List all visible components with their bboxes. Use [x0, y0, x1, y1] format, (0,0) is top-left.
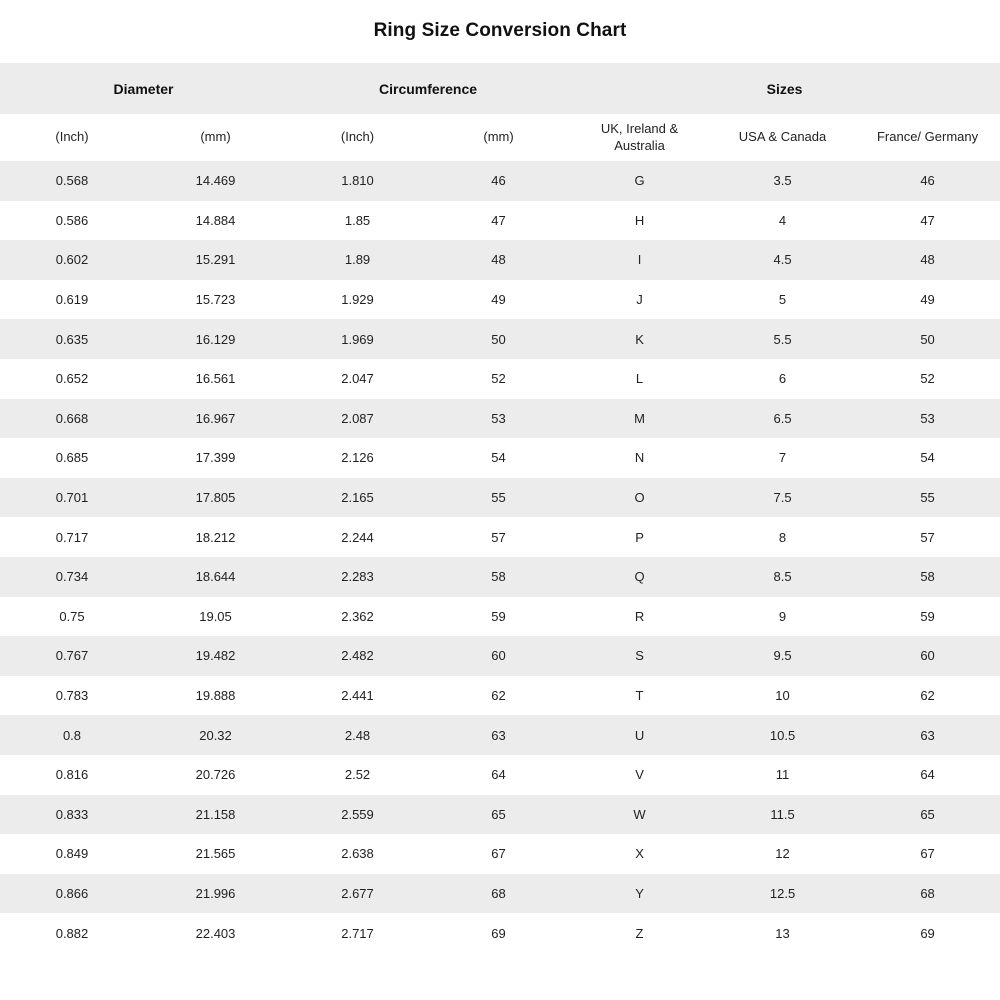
table-cell: 2.717 [287, 913, 428, 953]
table-cell: 63 [855, 715, 1000, 755]
table-row [0, 517, 1000, 557]
table-cell: 21.158 [144, 795, 287, 835]
table-row [0, 240, 1000, 280]
table-cell: 68 [855, 874, 1000, 914]
table-cell: 0.668 [0, 399, 144, 439]
table-cell: 1.929 [287, 280, 428, 320]
table-cell: 16.561 [144, 359, 287, 399]
table-cell: 2.283 [287, 557, 428, 597]
table-cell: 4 [710, 201, 855, 241]
table-cell: 64 [428, 755, 569, 795]
table-cell: 11.5 [710, 795, 855, 835]
table-row [0, 478, 1000, 518]
column-header-circumference-mm: (mm) [428, 114, 569, 161]
table-cell: 11 [710, 755, 855, 795]
table-cell: W [569, 795, 710, 835]
table-cell: 19.05 [144, 597, 287, 637]
table-cell: 48 [428, 240, 569, 280]
table-cell: 65 [855, 795, 1000, 835]
table-cell: 0.586 [0, 201, 144, 241]
table-cell: 0.734 [0, 557, 144, 597]
table-row [0, 834, 1000, 874]
table-cell: 0.568 [0, 161, 144, 201]
table-cell: 12.5 [710, 874, 855, 914]
table-row [0, 755, 1000, 795]
table-cell: 6 [710, 359, 855, 399]
table-cell: 54 [428, 438, 569, 478]
table-head [0, 63, 1000, 161]
table-cell: 55 [428, 478, 569, 518]
table-cell: 2.047 [287, 359, 428, 399]
table-cell: 0.783 [0, 676, 144, 716]
table-cell: 18.644 [144, 557, 287, 597]
sub-header-row [0, 114, 1000, 161]
table-cell: M [569, 399, 710, 439]
table-cell: Z [569, 913, 710, 953]
table-cell: 1.810 [287, 161, 428, 201]
table-cell: 5 [710, 280, 855, 320]
table-cell: 13 [710, 913, 855, 953]
table-cell: 8.5 [710, 557, 855, 597]
table-cell: R [569, 597, 710, 637]
column-header-diameter-mm: (mm) [144, 114, 287, 161]
table-cell: 6.5 [710, 399, 855, 439]
table-cell: 14.884 [144, 201, 287, 241]
table-cell: 54 [855, 438, 1000, 478]
table-cell: 59 [428, 597, 569, 637]
table-cell: V [569, 755, 710, 795]
table-row [0, 874, 1000, 914]
table-cell: 16.967 [144, 399, 287, 439]
table-cell: 10.5 [710, 715, 855, 755]
column-header-circumference-inch: (Inch) [287, 114, 428, 161]
ring-size-conversion-table [0, 63, 1000, 953]
table-cell: Y [569, 874, 710, 914]
table-cell: 15.291 [144, 240, 287, 280]
column-header-uk-ireland-australia: UK, Ireland & Australia [569, 114, 710, 161]
table-cell: 0.717 [0, 517, 144, 557]
table-cell: 2.638 [287, 834, 428, 874]
table-cell: 21.565 [144, 834, 287, 874]
table-cell: Q [569, 557, 710, 597]
table-row [0, 636, 1000, 676]
table-cell: 14.469 [144, 161, 287, 201]
table-cell: 2.165 [287, 478, 428, 518]
table-cell: 12 [710, 834, 855, 874]
table-cell: 2.559 [287, 795, 428, 835]
table-cell: 0.75 [0, 597, 144, 637]
table-cell: 67 [428, 834, 569, 874]
table-cell: 2.087 [287, 399, 428, 439]
table-cell: 50 [855, 319, 1000, 359]
table-cell: 60 [855, 636, 1000, 676]
table-cell: 49 [428, 280, 569, 320]
page-title: Ring Size Conversion Chart [373, 20, 627, 41]
table-cell: 22.403 [144, 913, 287, 953]
table-row [0, 201, 1000, 241]
table-cell: 2.677 [287, 874, 428, 914]
table-cell: 59 [855, 597, 1000, 637]
table-cell: 15.723 [144, 280, 287, 320]
table-cell: 57 [428, 517, 569, 557]
table-cell: T [569, 676, 710, 716]
table-cell: 69 [428, 913, 569, 953]
table-cell: O [569, 478, 710, 518]
group-header-row [0, 63, 1000, 114]
table-cell: 55 [855, 478, 1000, 518]
table-cell: 21.996 [144, 874, 287, 914]
group-header-diameter: Diameter [0, 63, 287, 114]
table-cell: 62 [855, 676, 1000, 716]
table-cell: 47 [855, 201, 1000, 241]
table-cell: 0.619 [0, 280, 144, 320]
group-header-circumference: Circumference [287, 63, 569, 114]
table-row [0, 795, 1000, 835]
table-cell: 52 [855, 359, 1000, 399]
group-header-sizes: Sizes [569, 63, 1000, 114]
table-cell: 0.849 [0, 834, 144, 874]
table-cell: P [569, 517, 710, 557]
table-cell: 52 [428, 359, 569, 399]
table-cell: 57 [855, 517, 1000, 557]
table-cell: 49 [855, 280, 1000, 320]
table-cell: 64 [855, 755, 1000, 795]
table-cell: 50 [428, 319, 569, 359]
table-cell: 10 [710, 676, 855, 716]
table-cell: 17.805 [144, 478, 287, 518]
column-header-usa-canada: USA & Canada [710, 114, 855, 161]
table-row [0, 399, 1000, 439]
table-cell: 67 [855, 834, 1000, 874]
table-cell: 1.85 [287, 201, 428, 241]
table-cell: 0.8 [0, 715, 144, 755]
table-cell: 7 [710, 438, 855, 478]
table-row [0, 913, 1000, 953]
table-cell: 18.212 [144, 517, 287, 557]
table-cell: 16.129 [144, 319, 287, 359]
table-cell: 2.52 [287, 755, 428, 795]
table-row [0, 676, 1000, 716]
table-cell: 58 [428, 557, 569, 597]
table-cell: 2.482 [287, 636, 428, 676]
table-cell: 0.685 [0, 438, 144, 478]
table-cell: 2.244 [287, 517, 428, 557]
table-cell: 65 [428, 795, 569, 835]
table-cell: 0.882 [0, 913, 144, 953]
table-cell: I [569, 240, 710, 280]
table-cell: 9 [710, 597, 855, 637]
table-cell: 0.635 [0, 319, 144, 359]
table-row [0, 597, 1000, 637]
table-cell: 0.767 [0, 636, 144, 676]
table-cell: 0.602 [0, 240, 144, 280]
column-header-diameter-inch: (Inch) [0, 114, 144, 161]
table-cell: X [569, 834, 710, 874]
table-cell: J [569, 280, 710, 320]
table-cell: 9.5 [710, 636, 855, 676]
table-cell: 58 [855, 557, 1000, 597]
table-cell: L [569, 359, 710, 399]
table-row [0, 557, 1000, 597]
table-cell: 0.866 [0, 874, 144, 914]
table-row [0, 438, 1000, 478]
table-cell: 20.726 [144, 755, 287, 795]
table-cell: N [569, 438, 710, 478]
table-cell: 69 [855, 913, 1000, 953]
table-cell: H [569, 201, 710, 241]
table-cell: 46 [428, 161, 569, 201]
table-cell: 4.5 [710, 240, 855, 280]
table-row [0, 715, 1000, 755]
table-cell: 2.362 [287, 597, 428, 637]
table-cell: 2.126 [287, 438, 428, 478]
table-cell: 53 [855, 399, 1000, 439]
table-cell: 19.888 [144, 676, 287, 716]
table-cell: K [569, 319, 710, 359]
table-cell: 8 [710, 517, 855, 557]
table-cell: 68 [428, 874, 569, 914]
table-row [0, 161, 1000, 201]
table-cell: 20.32 [144, 715, 287, 755]
table-cell: 0.833 [0, 795, 144, 835]
column-header-france-germany: France/ Germany [855, 114, 1000, 161]
table-cell: 60 [428, 636, 569, 676]
table-cell: G [569, 161, 710, 201]
table-cell: 0.701 [0, 478, 144, 518]
table-cell: 17.399 [144, 438, 287, 478]
table-cell: U [569, 715, 710, 755]
table-cell: S [569, 636, 710, 676]
table-cell: 1.89 [287, 240, 428, 280]
table-cell: 47 [428, 201, 569, 241]
table-cell: 1.969 [287, 319, 428, 359]
table-row [0, 319, 1000, 359]
table-cell: 48 [855, 240, 1000, 280]
table-cell: 2.48 [287, 715, 428, 755]
table-row [0, 359, 1000, 399]
table-cell: 19.482 [144, 636, 287, 676]
table-row [0, 280, 1000, 320]
table-cell: 7.5 [710, 478, 855, 518]
table-cell: 46 [855, 161, 1000, 201]
table-cell: 53 [428, 399, 569, 439]
table-cell: 5.5 [710, 319, 855, 359]
table-body [0, 161, 1000, 953]
table-cell: 2.441 [287, 676, 428, 716]
table-cell: 0.816 [0, 755, 144, 795]
table-cell: 3.5 [710, 161, 855, 201]
table-cell: 0.652 [0, 359, 144, 399]
table-cell: 62 [428, 676, 569, 716]
table-cell: 63 [428, 715, 569, 755]
